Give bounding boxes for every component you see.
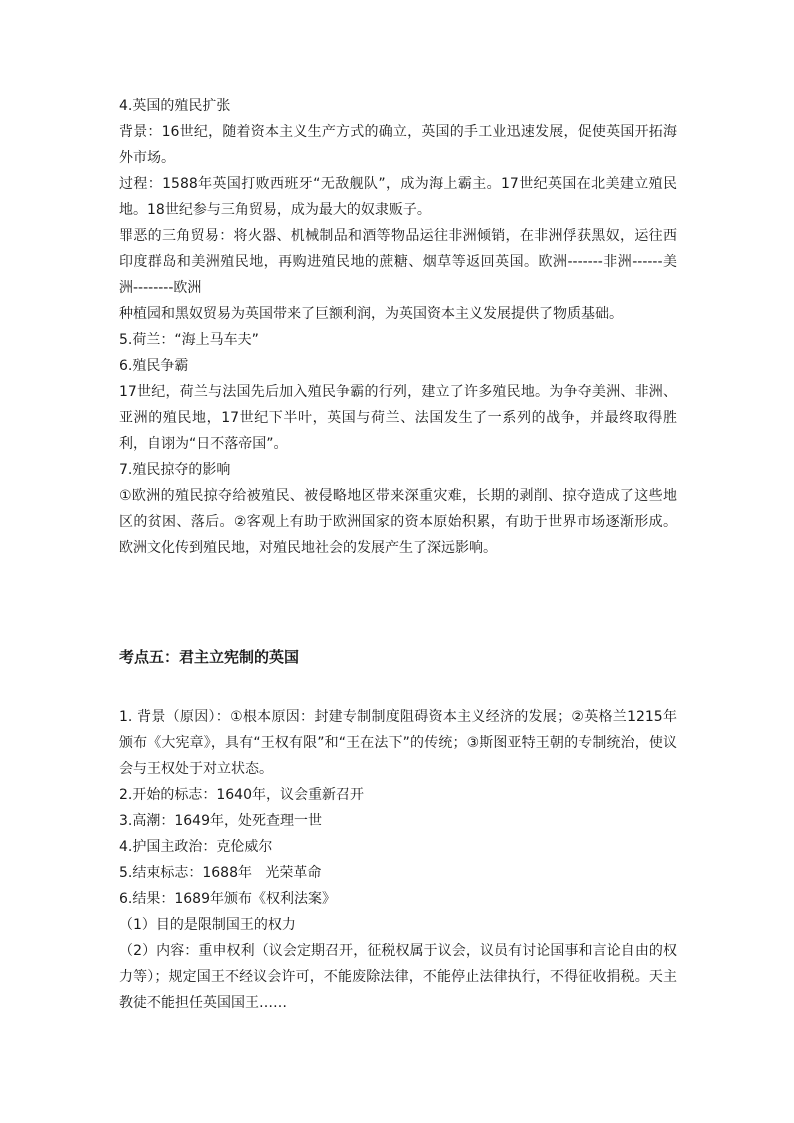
paragraph-background-causes: 1. 背景（原因）：①根本原因：封建专制制度阻碍资本主义经济的发展；②英格兰1215年颁布《大宪章》，具有“王权有限”和“王在法下”的传统；③斯图亚特王朝的专制统治，使议会与王权处于对立状态。 <box>119 709 677 777</box>
subheading-colonial-impact: 7.殖民掠夺的影响 <box>119 462 231 478</box>
paragraph-background: 背景：16世纪，随着资本主义生产方式的确立，英国的手工业迅速发展，促使英国开拓海外市场。 <box>119 124 677 166</box>
item-purpose: （1）目的是限制国王的权力 <box>119 917 296 933</box>
item-start-sign: 2.开始的标志：1640年，议会重新召开 <box>119 787 364 803</box>
subheading-british-colonial-expansion: 4.英国的殖民扩张 <box>119 98 231 114</box>
item-end-sign: 5.结束标志：1688年 光荣革命 <box>119 865 322 881</box>
subheading-colonial-rivalry: 6.殖民争霸 <box>119 358 189 374</box>
subheading-netherlands: 5.荷兰：“海上马车夫” <box>119 332 259 348</box>
paragraph-process: 过程：1588年英国打败西班牙“无敌舰队”，成为海上霸主。17世纪英国在北美建立殖民地。18世纪参与三角贸易，成为最大的奴隶贩子。 <box>119 176 677 218</box>
paragraph-colonial-rivalry: 17世纪，荷兰与法国先后加入殖民争霸的行列，建立了许多殖民地。为争夺美洲、非洲、亚洲的殖民地，17世纪下半叶，英国与荷兰、法国发生了一系列的战争，并最终取得胜利，自诩为“日不落帝国”。 <box>119 384 677 452</box>
section-constitutional-monarchy <box>119 644 677 1016</box>
item-result: 6.结果：1689年颁布《权利法案》 <box>119 891 336 907</box>
section-heading: 考点五：君主立宪制的英国 <box>119 648 300 666</box>
item-climax: 3.高潮：1649年，处死查理一世 <box>119 813 322 829</box>
paragraph-content: （2）内容：重申权利（议会定期召开，征税权属于议会，议员有讨论国事和言论自由的权力等）；规定国王不经议会许可，不能废除法律，不能停止法律执行，不得征收捐税。天主教徒不能担任英国国王…… <box>119 943 677 1011</box>
paragraph-colonial-impact: ①欧洲的殖民掠夺给被殖民、被侵略地区带来深重灾难，长期的剥削、掠夺造成了这些地区的贫困、落后。②客观上有助于欧洲国家的资本原始积累，有助于世界市场逐渐形成。欧洲文化传到殖民地，对殖民地社会的发展产生了深远影响。 <box>119 488 677 556</box>
paragraph-plantation-profit: 种植园和黑奴贸易为英国带来了巨额利润，为英国资本主义发展提供了物质基础。 <box>119 306 623 322</box>
section-colonial-expansion <box>119 93 677 561</box>
paragraph-triangular-trade: 罪恶的三角贸易：将火器、机械制品和酒等物品运往非洲倾销，在非洲俘获黑奴，运往西印度群岛和美洲殖民地，再购进殖民地的蔗糖、烟草等返回英国。欧洲-------非洲------美洲--------欧洲 <box>119 228 677 296</box>
item-protectorate: 4.护国主政治：克伦威尔 <box>119 839 273 855</box>
